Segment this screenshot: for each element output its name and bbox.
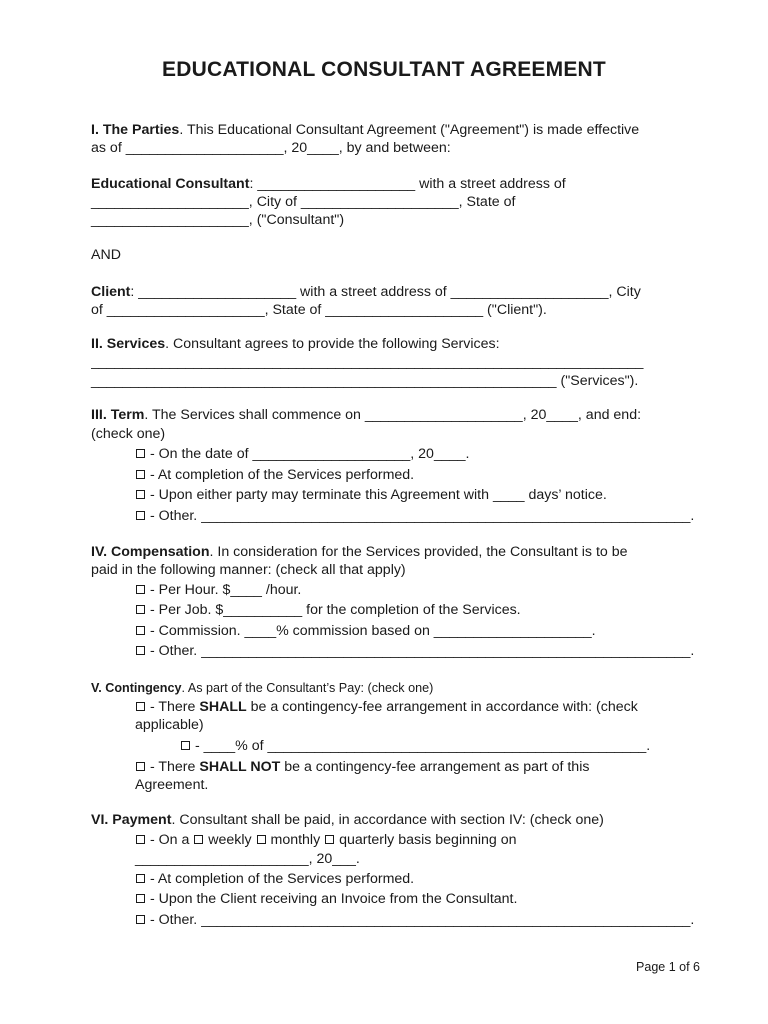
term-text-1: . The Services shall commence on ____________________, 20____, and end: [144, 407, 642, 423]
payment-option-schedule [135, 831, 517, 849]
checkbox-icon[interactable] [136, 626, 145, 635]
term-option-label: - Upon either party may terminate this Agreement with ____ days’ notice. [146, 487, 607, 503]
term-option-label: - Other. ______________________________________________________________. [146, 508, 695, 524]
and-separator: AND [91, 247, 121, 263]
compensation-option-commission [135, 622, 596, 640]
payment-option-text: monthly [266, 832, 325, 848]
checkbox-icon[interactable] [136, 470, 145, 479]
parties-heading: I. The Parties [91, 122, 180, 138]
monthly-checkbox-icon[interactable] [257, 835, 266, 844]
checkbox-icon[interactable] [136, 874, 145, 883]
document-title: EDUCATIONAL CONSULTANT AGREEMENT [162, 58, 606, 81]
client-text-2: of ____________________, State of ____________________ ("Client"). [91, 302, 547, 318]
compensation-heading: IV. Compensation [91, 544, 210, 560]
term-option-date [135, 445, 469, 463]
checkbox-icon[interactable] [136, 605, 145, 614]
consultant-line-1 [91, 175, 566, 193]
services-text-3: ___________________________________________________________ ("Services"). [91, 373, 639, 389]
payment-option-label: - Other. ______________________________________________________________. [146, 912, 695, 928]
compensation-line-1 [91, 543, 628, 561]
parties-text-2: as of ____________________, 20____, by and between: [91, 140, 451, 156]
contingency-line-1 [91, 679, 433, 697]
payment-option-invoice [135, 890, 517, 908]
compensation-option-label: - Commission. ____% commission based on ____________________. [146, 623, 596, 639]
term-heading: III. Term [91, 407, 145, 423]
compensation-option-other [135, 642, 694, 660]
contingency-option-text: be a contingency-fee arrangement as part of this [280, 759, 590, 775]
compensation-text-2: paid in the following manner: (check all that apply) [91, 562, 406, 578]
contingency-option-text: - There [146, 699, 200, 715]
checkbox-icon[interactable] [136, 490, 145, 499]
contingency-option-text: - There [146, 759, 200, 775]
checkbox-icon[interactable] [136, 585, 145, 594]
payment-line-1 [91, 811, 604, 829]
checkbox-icon[interactable] [136, 646, 145, 655]
consultant-text-2: ____________________, City of ____________________, State of [91, 194, 516, 210]
compensation-option-label: - Per Hour. $____ /hour. [146, 582, 302, 598]
page-number: Page 1 of 6 [636, 960, 700, 974]
checkbox-icon[interactable] [181, 741, 190, 750]
contingency-option-shall-not [135, 758, 589, 776]
term-option-label: - At completion of the Services performed. [146, 467, 415, 483]
checkbox-icon[interactable] [136, 915, 145, 924]
term-line-1 [91, 406, 641, 424]
checkbox-icon[interactable] [136, 835, 145, 844]
contingency-option-shall [135, 698, 638, 716]
checkbox-icon[interactable] [136, 762, 145, 771]
checkbox-icon[interactable] [136, 894, 145, 903]
parties-paragraph-line-1 [91, 121, 639, 139]
parties-text-1: . This Educational Consultant Agreement ("Agreement") is made effective [179, 122, 640, 138]
term-option-other [135, 507, 694, 525]
compensation-option-label: - Other. ______________________________________________________________. [146, 643, 695, 659]
payment-heading: VI. Payment [91, 812, 172, 828]
consultant-text-3: ____________________, ("Consultant") [91, 212, 345, 228]
services-line-1 [91, 335, 500, 353]
term-option-notice [135, 486, 607, 504]
services-text-2: ______________________________________________________________________ [91, 354, 644, 370]
weekly-checkbox-icon[interactable] [194, 835, 203, 844]
client-label: Client [91, 284, 131, 300]
compensation-option-hour [135, 581, 301, 599]
term-text-2: (check one) [91, 426, 166, 442]
client-line-1 [91, 283, 641, 301]
payment-option-label: - At completion of the Services performed. [146, 871, 415, 887]
contingency-option-shall-not-cont: Agreement. [135, 777, 209, 793]
compensation-text-1: . In consideration for the Services provided, the Consultant is to be [209, 544, 628, 560]
contingency-text-1: . As part of the Consultant’s Pay: (check one) [181, 681, 434, 695]
contingency-suboption-percent [180, 737, 650, 755]
contingency-shall-not-emphasis: SHALL NOT [199, 759, 281, 775]
payment-option-other [135, 911, 694, 929]
contingency-heading: V. Contingency [91, 681, 182, 695]
contingency-shall-emphasis: SHALL [199, 699, 247, 715]
checkbox-icon[interactable] [136, 449, 145, 458]
contingency-option-text: be a contingency-fee arrangement in accordance with: (check [246, 699, 638, 715]
checkbox-icon[interactable] [136, 511, 145, 520]
client-text-1: : ____________________ with a street address of ____________________, City [130, 284, 641, 300]
consultant-text-1: : ____________________ with a street address of [249, 176, 566, 192]
payment-option-schedule-cont: ______________________, 20___. [135, 851, 360, 867]
payment-option-text: weekly [204, 832, 256, 848]
term-option-completion [135, 466, 414, 484]
checkbox-icon[interactable] [136, 702, 145, 711]
services-heading: II. Services [91, 336, 166, 352]
consultant-label: Educational Consultant [91, 176, 250, 192]
quarterly-checkbox-icon[interactable] [325, 835, 334, 844]
payment-option-completion [135, 870, 414, 888]
compensation-option-job [135, 601, 521, 619]
contingency-option-shall-cont: applicable) [135, 717, 204, 733]
compensation-option-label: - Per Job. $__________ for the completion of the Services. [146, 602, 521, 618]
payment-text-1: . Consultant shall be paid, in accordance with section IV: (check one) [171, 812, 604, 828]
term-option-label: - On the date of ____________________, 20____. [146, 446, 470, 462]
contingency-suboption-label: - ____% of ________________________________________________. [191, 738, 651, 754]
payment-option-text: - On a [146, 832, 194, 848]
services-text-1: . Consultant agrees to provide the following Services: [165, 336, 500, 352]
payment-option-label: - Upon the Client receiving an Invoice from the Consultant. [146, 891, 518, 907]
payment-option-text: quarterly basis beginning on [335, 832, 517, 848]
